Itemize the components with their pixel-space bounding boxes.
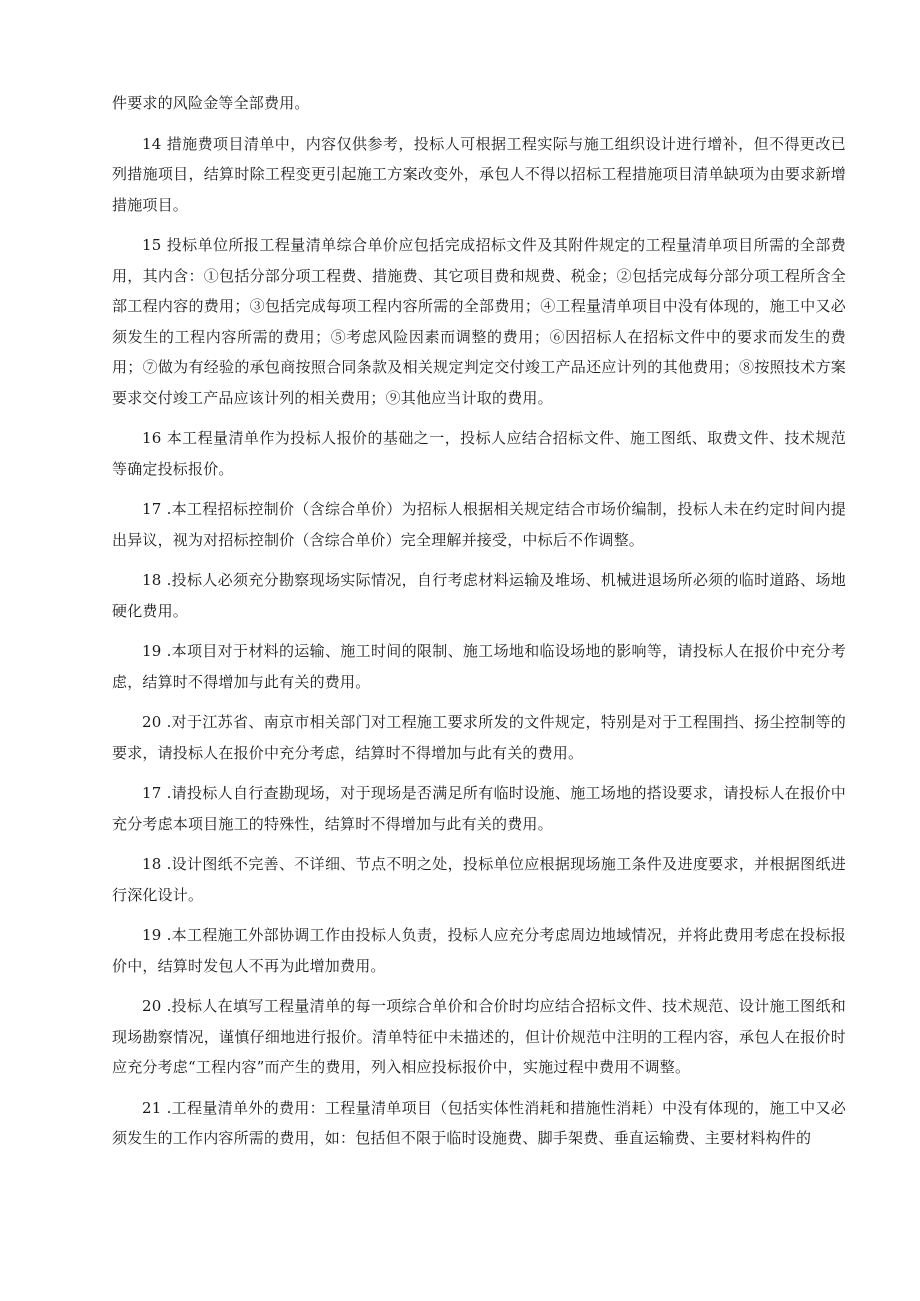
paragraph-item-16: 16 本工程量清单作为投标人报价的基础之一，投标人应结合招标文件、施工图纸、取费文件、技术规范等确定投标报价。 bbox=[112, 429, 846, 478]
paragraph-item-14: 14 措施费项目清单中，内容仅供参考，投标人可根据工程实际与施工组织设计进行增补，但不得更改已列措施项目，结算时除工程变更引起施工方案改变外，承包人不得以招标工程措施项目清单缺项为由要求新增措施项目。 bbox=[112, 134, 846, 214]
paragraph-item-20b: 20 .投标人在填写工程量清单的每一项综合单价和合价时均应结合招标文件、技术规范、设计施工图纸和现场勘察情况，谨慎仔细地进行报价。清单特征中未描述的，但计价规范中注明的工程内容，承包人在报价时应充分考虑“工程内容”而产生的费用，列入相应投标报价中，实施过程中费用不调整。 bbox=[112, 997, 846, 1076]
paragraph-item-18a: 18 .投标人必须充分勘察现场实际情况，自行考虑材料运输及堆场、机械进退场所必须的临时道路、场地硬化费用。 bbox=[112, 571, 846, 620]
paragraph-item-17b: 17 .请投标人自行查勘现场，对于现场是否满足所有临时设施、施工场地的搭设要求，请投标人在报价中充分考虑本项目施工的特殊性，结算时不得增加与此有关的费用。 bbox=[112, 784, 846, 833]
paragraph-item-20a: 20 .对于江苏省、南京市相关部门对工程施工要求所发的文件规定，特别是对于工程围挡、扬尘控制等的要求，请投标人在报价中充分考虑，结算时不得增加与此有关的费用。 bbox=[112, 713, 846, 762]
paragraph-item-17a: 17 .本工程招标控制价（含综合单价）为招标人根据相关规定结合市场价编制，投标人未在约定时间内提出异议，视为对招标控制价（含综合单价）完全理解并接受，中标后不作调整。 bbox=[112, 500, 846, 549]
paragraph-item-19b: 19 .本工程施工外部协调工作由投标人负责，投标人应充分考虑周边地域情况，并将此费用考虑在投标报价中，结算时发包人不再为此增加费用。 bbox=[112, 926, 846, 975]
paragraph-item-18b: 18 .设计图纸不完善、不详细、节点不明之处，投标单位应根据现场施工条件及进度要求，并根据图纸进行深化设计。 bbox=[112, 855, 846, 904]
paragraph-continuation: 件要求的风险金等全部费用。 bbox=[112, 94, 310, 112]
paragraph-item-21: 21 .工程量清单外的费用：工程量清单项目（包括实体性消耗和措施性消耗）中没有体现的，施工中又必须发生的工作内容所需的费用，如：包括但不限于临时设施费、脚手架费、垂直运输费、主要材料构件的 bbox=[112, 1098, 846, 1147]
paragraph-item-19a: 19 .本项目对于材料的运输、施工时间的限制、施工场地和临设场地的影响等，请投标人在报价中充分考虑，结算时不得增加与此有关的费用。 bbox=[112, 642, 846, 691]
paragraph-item-15: 15 投标单位所报工程量清单综合单价应包括完成招标文件及其附件规定的工程量清单项目所需的全部费用，其内含：①包括分部分项工程费、措施费、其它项目费和规费、税金；②包括完成每分部分项工程所含全部工程内容的费用；③包括完成每项工程内容所需的全部费用；④工程量清单项目中没有体现的，施工中又必须发生的工程内容所需的费用；⑤考虑风险因素而调整的费用；⑥因招标人在招标文件中的要求而发生的费用；⑦做为有经验的承包商按照合同条款及相关规定判定交付竣工产品还应计列的其他费用；⑧按照技术方案要求交付竣工产品应该计列的相关费用；⑨其他应当计取的费用。 bbox=[112, 236, 846, 407]
